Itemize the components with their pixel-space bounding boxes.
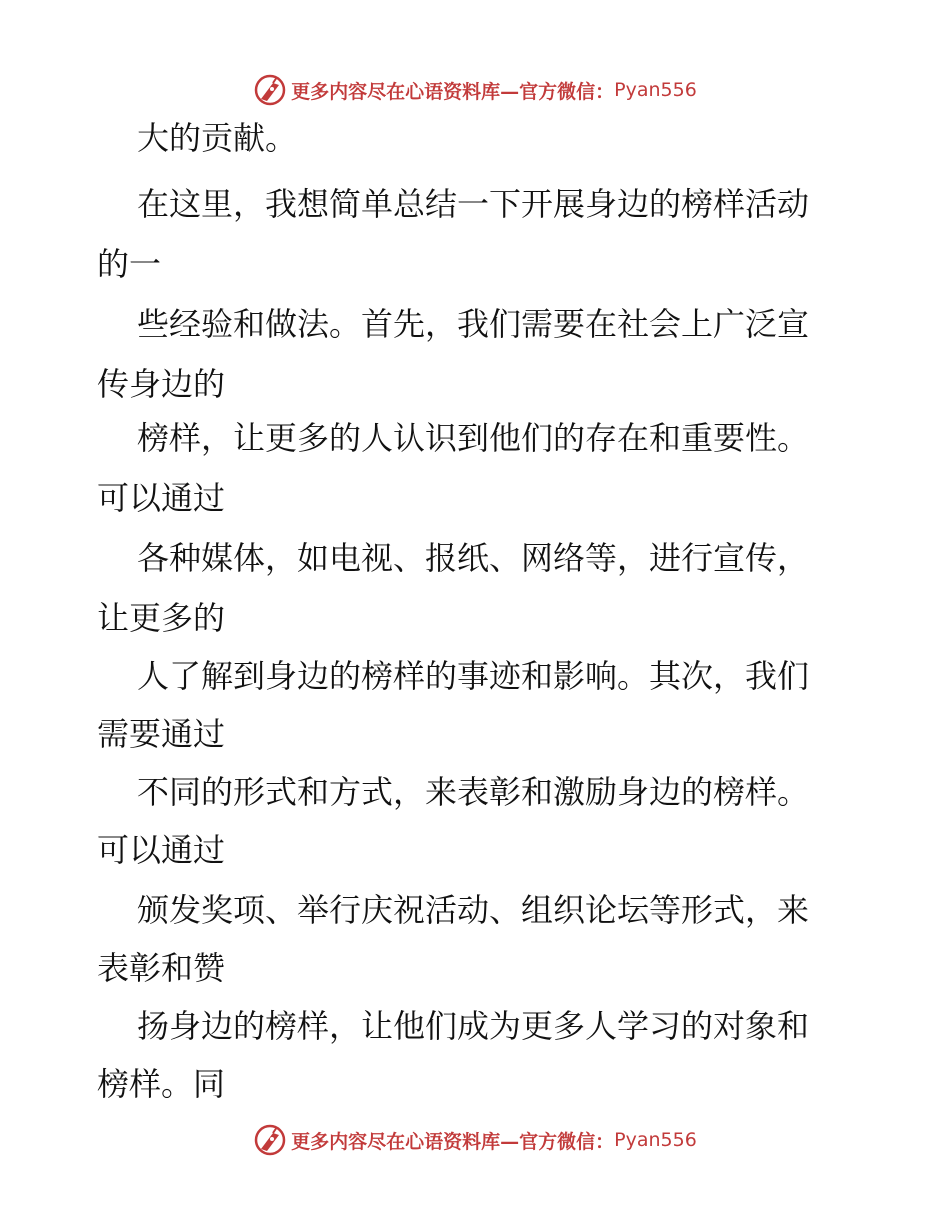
body-line: 传身边的 (97, 365, 226, 403)
body-line: 榜样。同 (97, 1065, 226, 1103)
body-line: 不同的形式和方式，来表彰和激励身边的榜样。 (137, 773, 810, 811)
body-line: 可以通过 (97, 479, 226, 517)
footer-banner (0, 1120, 950, 1160)
body-line: 在这里，我想简单总结一下开展身边的榜样活动 (137, 185, 810, 223)
body-line: 需要通过 (97, 715, 226, 753)
body-line: 的一 (97, 245, 162, 283)
body-line: 扬身边的榜样，让他们成为更多人学习的对象和 (137, 1007, 810, 1045)
pen-nib-icon (253, 73, 287, 107)
banner-text: 更多内容尽在心语资料库—官方微信： (291, 1130, 615, 1153)
pen-nib-icon (253, 1123, 287, 1157)
body-line: 人了解到身边的榜样的事迹和影响。其次，我们 (137, 657, 810, 695)
wechat-id: Pyan556 (614, 1129, 697, 1151)
body-line: 让更多的 (97, 599, 226, 637)
body-line: 表彰和赞 (97, 949, 226, 987)
body-line: 各种媒体，如电视、报纸、网络等，进行宣传， (137, 539, 810, 577)
banner-text: 更多内容尽在心语资料库—官方微信： (291, 80, 615, 103)
body-line: 颁发奖项、举行庆祝活动、组织论坛等形式，来 (137, 891, 810, 929)
wechat-id: Pyan556 (614, 79, 697, 101)
body-line: 可以通过 (97, 831, 226, 869)
body-line: 大的贡献。 (137, 119, 298, 157)
header-banner (0, 70, 950, 110)
body-line: 榜样，让更多的人认识到他们的存在和重要性。 (137, 419, 810, 457)
body-line: 些经验和做法。首先，我们需要在社会上广泛宣 (137, 305, 810, 343)
